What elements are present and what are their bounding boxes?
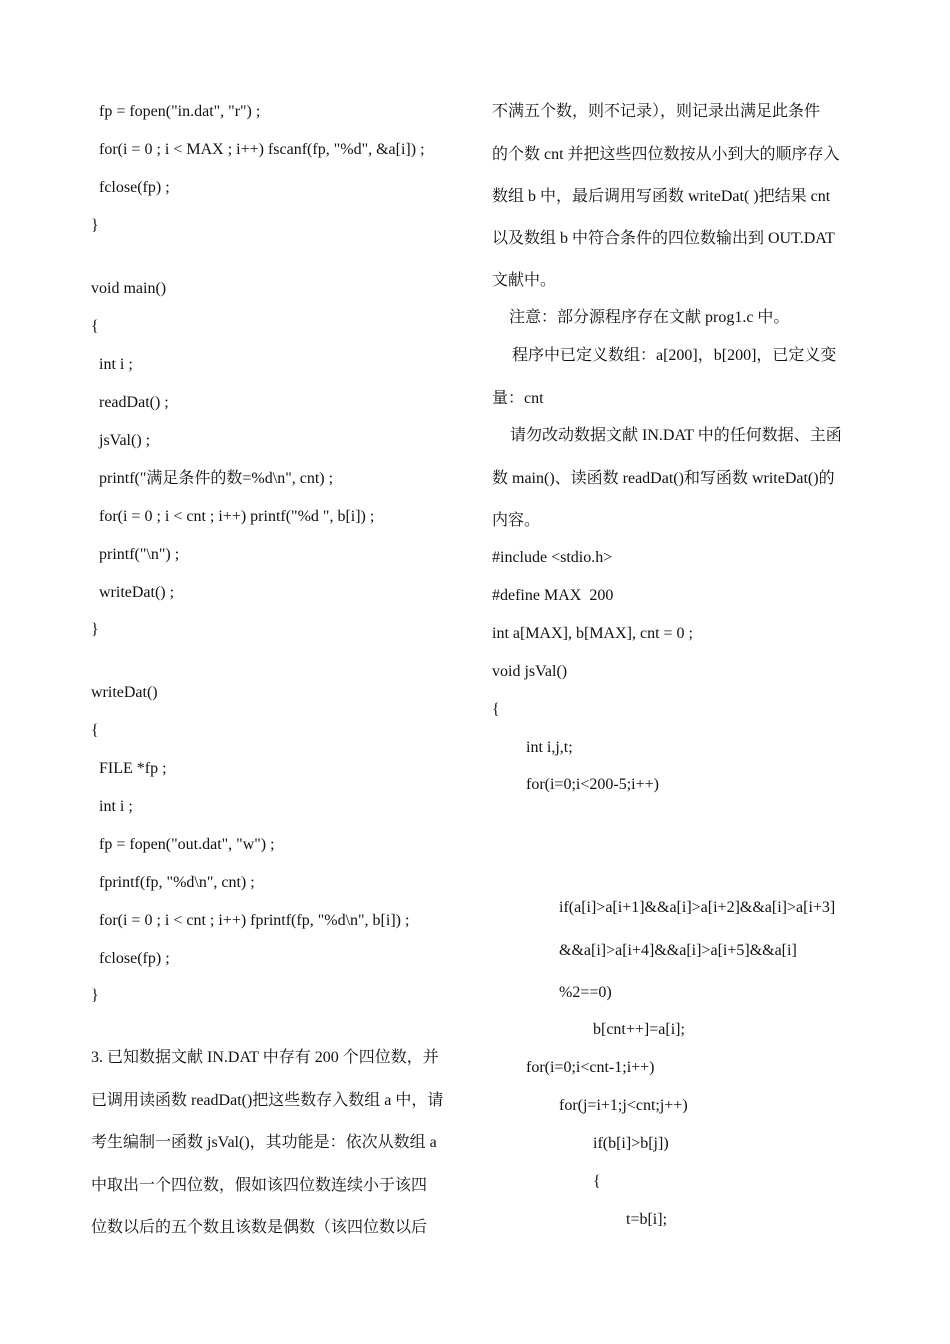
code-line: fclose(fp) ; [99, 179, 170, 196]
code-line: writeDat() ; [99, 584, 175, 601]
warning-text: 内容。 [492, 512, 541, 529]
code-line: for(i=0;i<200-5;i++) [526, 776, 659, 793]
code-line: fclose(fp) ; [99, 950, 170, 967]
code-line: { [492, 701, 500, 718]
code-line: for(i = 0 ; i < cnt ; i++) printf("%d ", b[i]) ; [99, 508, 375, 525]
question-text: 的个数 cnt 并把这些四位数按从小到大的顺序存入 [492, 146, 840, 163]
warning-text: 数 main()、读函数 readDat()和写函数 writeDat()的 [492, 470, 835, 487]
code-line: for(i = 0 ; i < MAX ; i++) fscanf(fp, "%d", &a[i]) ; [99, 141, 425, 158]
code-line: jsVal() ; [99, 432, 151, 449]
code-line: %2==0) [559, 984, 612, 1001]
code-line: for(j=i+1;j<cnt;j++) [559, 1097, 688, 1114]
code-line: fp = fopen("in.dat", "r") ; [99, 103, 261, 120]
code-line: int i ; [99, 356, 133, 373]
code-line: &&a[i]>a[i+4]&&a[i]>a[i+5]&&a[i] [559, 942, 797, 959]
code-line: { [91, 722, 99, 739]
code-line: } [91, 621, 99, 638]
defined-vars-text: 程序中已定义数组：a[200]，b[200]，已定义变 [512, 347, 837, 364]
code-line: b[cnt++]=a[i]; [593, 1021, 685, 1038]
code-line: } [91, 987, 99, 1004]
question-text: 文献中。 [492, 272, 557, 289]
code-line: FILE *fp ; [99, 760, 167, 777]
code-line: t=b[i]; [626, 1211, 668, 1228]
code-line: fprintf(fp, "%d\n", cnt) ; [99, 874, 255, 891]
code-line: readDat() ; [99, 394, 169, 411]
code-line: int i ; [99, 798, 133, 815]
code-line: } [91, 217, 99, 234]
question-text: 位数以后的五个数且该数是偶数（该四位数以后 [91, 1219, 428, 1236]
question-text: 以及数组 b 中符合条件的四位数输出到 OUT.DAT [492, 230, 835, 247]
question-text: 已调用读函数 readDat()把这些数存入数组 a 中，请 [91, 1092, 444, 1109]
question-text: 不满五个数，则不记录），则记录出满足此条件 [492, 103, 821, 120]
code-line: for(i=0;i<cnt-1;i++) [526, 1059, 655, 1076]
code-line: #include <stdio.h> [492, 549, 613, 566]
code-line: void main() [91, 280, 167, 297]
question-text: 考生编制一函数 jsVal()，其功能是：依次从数组 a [91, 1134, 437, 1151]
code-line: { [91, 318, 99, 335]
code-line: if(b[i]>b[j]) [593, 1135, 669, 1152]
question-text: 3. 已知数据文献 IN.DAT 中存有 200 个四位数，并 [91, 1049, 439, 1066]
code-line: printf("\n") ; [99, 546, 180, 563]
code-line: for(i = 0 ; i < cnt ; i++) fprintf(fp, "%d\n", b[i]) ; [99, 912, 410, 929]
note-text: 注意：部分源程序存在文献 prog1.c 中。 [509, 309, 790, 326]
code-line: writeDat() [91, 684, 158, 701]
code-line: int i,j,t; [526, 739, 573, 756]
code-line: #define MAX 200 [492, 587, 614, 604]
code-line: { [593, 1173, 601, 1190]
code-line: printf("满足条件的数=%d\n", cnt) ; [99, 470, 334, 487]
code-line: if(a[i]>a[i+1]&&a[i]>a[i+2]&&a[i]>a[i+3] [559, 899, 836, 916]
question-text: 数组 b 中，最后调用写函数 writeDat( )把结果 cnt [492, 188, 831, 205]
question-text: 中取出一个四位数，假如该四位数连续小于该四 [91, 1177, 428, 1194]
code-line: void jsVal() [492, 663, 568, 680]
defined-vars-text: 量：cnt [492, 390, 544, 407]
code-line: fp = fopen("out.dat", "w") ; [99, 836, 275, 853]
warning-text: 请勿改动数据文献 IN.DAT 中的任何数据、主函 [510, 427, 842, 444]
code-line: int a[MAX], b[MAX], cnt = 0 ; [492, 625, 693, 642]
